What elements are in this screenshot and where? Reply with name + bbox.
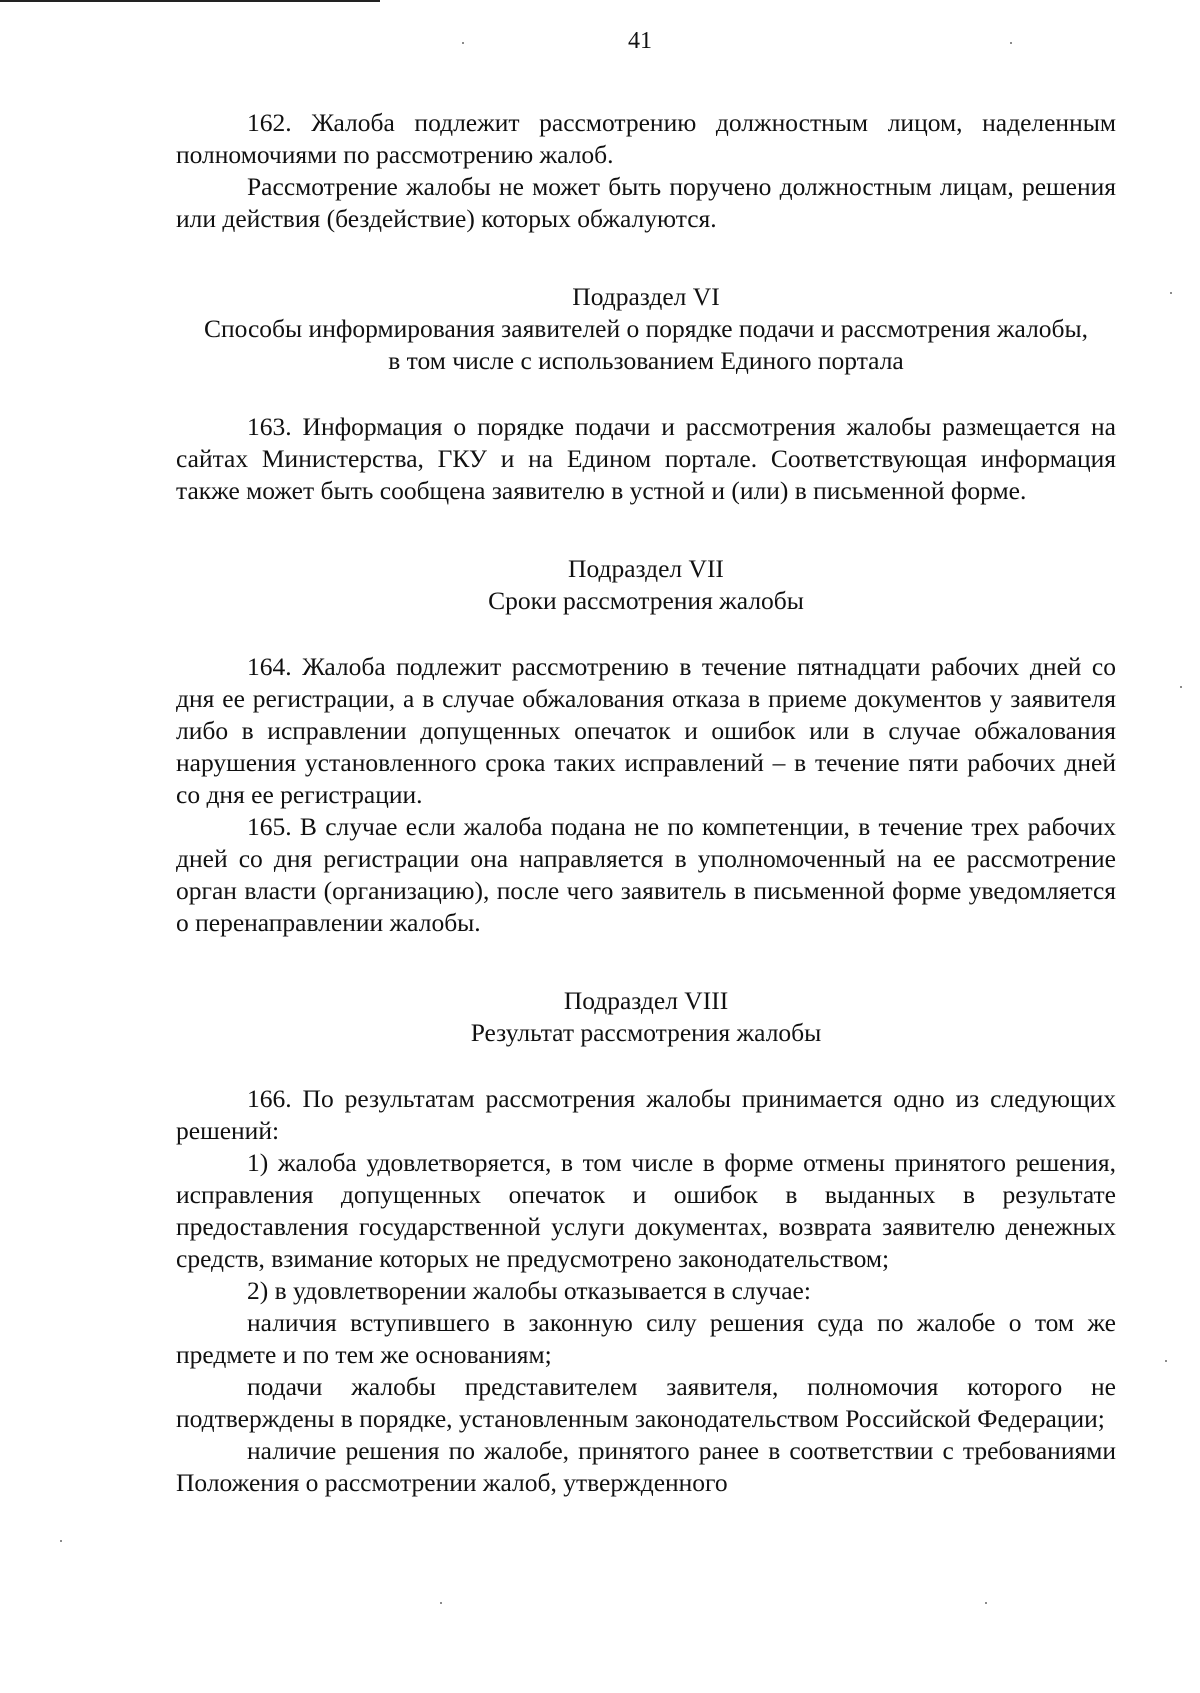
- section-6-title: Подраздел VI: [572, 282, 720, 311]
- scan-speck: [1170, 292, 1172, 294]
- paragraph-166-case-2: подачи жалобы представителем заявителя, полномочия которого не подтверждены в порядке, установленным законодательством Российской Федерации;: [176, 1372, 1116, 1433]
- spacer: [176, 507, 1116, 553]
- paragraph-162: 162. Жалоба подлежит рассмотрению должностным лицом, наделенным полномочиями по рассмотрению жалоб.: [176, 108, 1116, 169]
- document-body: [176, 107, 1116, 1499]
- scan-speck: [1180, 686, 1182, 688]
- page-number: 41: [628, 28, 652, 54]
- section-7-subtitle: Сроки рассмотрения жалобы: [488, 586, 804, 615]
- spacer: [176, 1049, 1116, 1083]
- paragraph-166-item-1: 1) жалоба удовлетворяется, в том числе в форме отмены принятого решения, исправления допущенных опечаток и ошибок в выданных в результате предоставления государственной услуги документах, возврата заявителю денежных средств, взимание которых не предусмотрено законодательством;: [176, 1148, 1116, 1273]
- scan-speck: [1165, 1360, 1167, 1362]
- paragraph-166-item-2: 2) в удовлетворении жалобы отказывается в случае:: [247, 1276, 811, 1305]
- scan-speck: [60, 1540, 62, 1542]
- scan-speck: [440, 1602, 442, 1604]
- scan-speck: [1010, 42, 1012, 44]
- paragraph-166-case-1: наличия вступившего в законную силу решения суда по жалобе о том же предмете и по тем же основаниям;: [176, 1308, 1116, 1369]
- section-7-title: Подраздел VII: [568, 554, 724, 583]
- section-8-title: Подраздел VIII: [563, 986, 729, 1015]
- paragraph-165: 165. В случае если жалоба подана не по компетенции, в течение трех рабочих дней со дня регистрации она направляется в уполномоченный на ее рассмотрение орган власти (организацию), после чего заявитель в письменной форме уведомляется о перенаправлении жалобы.: [176, 812, 1116, 937]
- paragraph-162-continued: Рассмотрение жалобы не может быть поручено должностным лицам, решения или действия (бездействие) которых обжалуются.: [176, 172, 1116, 233]
- paragraph-166-case-3: наличие решения по жалобе, принятого ранее в соответствии с требованиями Положения о рассмотрении жалоб, утвержденного: [176, 1436, 1116, 1497]
- paragraph-164: 164. Жалоба подлежит рассмотрению в течение пятнадцати рабочих дней со дня ее регистрации, а в случае обжалования отказа в приеме документов у заявителя либо в исправлении допущенных опечаток и ошибок или в случае обжалования нарушения установленного срока таких исправлений – в течение пяти рабочих дней со дня ее регистрации.: [176, 652, 1116, 809]
- scan-edge-line: [0, 0, 380, 2]
- section-6-subtitle: Способы информирования заявителей о порядке подачи и рассмотрения жалобы, в том числе с использованием Единого портала: [203, 314, 1089, 375]
- spacer: [176, 235, 1116, 281]
- scan-speck: [462, 42, 464, 44]
- paragraph-163: 163. Информация о порядке подачи и рассмотрения жалобы размещается на сайтах Министерства, ГКУ и на Едином портале. Соответствующая информация также может быть сообщена заявителю в устной и (или) в письменной форме.: [176, 412, 1116, 505]
- spacer: [176, 939, 1116, 985]
- scan-speck: [985, 1602, 987, 1604]
- spacer: [176, 617, 1116, 651]
- spacer: [176, 377, 1116, 411]
- paragraph-166: 166. По результатам рассмотрения жалобы принимается одно из следующих решений:: [176, 1084, 1116, 1145]
- section-8-subtitle: Результат рассмотрения жалобы: [470, 1018, 822, 1047]
